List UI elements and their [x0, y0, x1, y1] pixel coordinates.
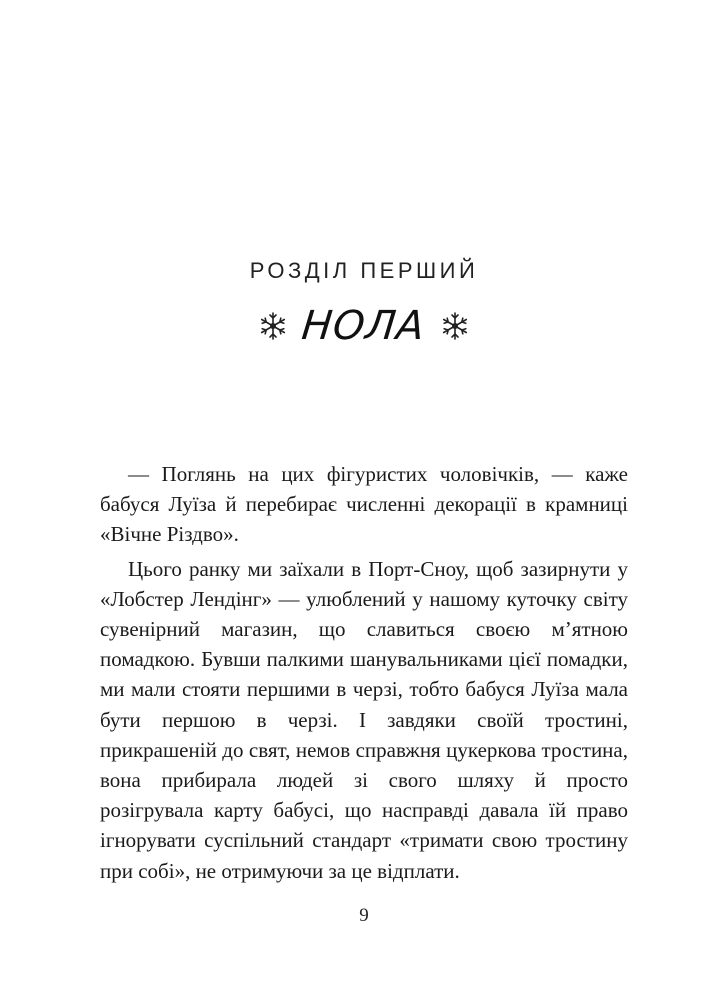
chapter-title: НОЛА: [300, 303, 428, 349]
chapter-title-row: [0, 296, 728, 356]
paragraph: — Поглянь на цих фігуристих чоловічків, — каже бабуся Луїза й перебирає численні декорації в крамниці «Вічне Різдво».: [100, 462, 628, 547]
chapter-label: РОЗДІЛ ПЕРШИЙ: [249, 258, 479, 283]
paragraph: Цього ранку ми заїхали в Порт-Сноу, щоб зазирнути у «Лобстер Лендінг» — улюблений у нашому куточку світу сувенірний магазин, що славиться своєю м’ятною помадкою. Бувши палкими шанувальниками цієї помадки, ми мали стояти першими в черзі, тобто бабуся Луїза мала бути першою в черзі. І завдяки своїй тростині, прикрашеній до свят, немов справжня цукеркова тростина, вона прибирала людей зі свого шляху й просто розігрувала карту бабусі, що насправді давала їй право ігнорувати суспільний стандарт «тримати свою тростину при собі», не отримуючи за це відплати.: [100, 556, 628, 883]
page-number: 9: [359, 905, 369, 926]
chapter-body: [100, 459, 628, 886]
snowflake-icon: [258, 311, 288, 341]
snowflake-icon: [440, 311, 470, 341]
